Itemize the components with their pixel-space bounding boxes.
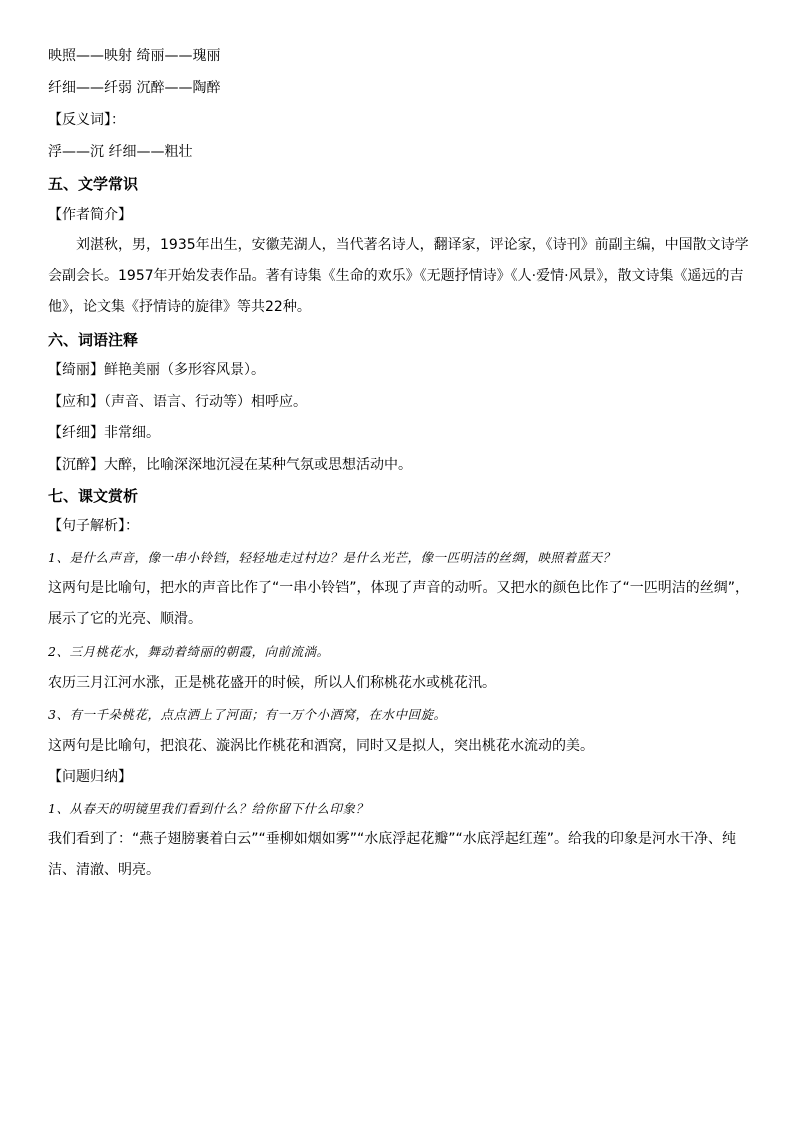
word-note-4: 【沉醉】大醉，比喻深深地沉浸在某种气氛或思想活动中。 (48, 457, 412, 473)
synonym-line-2: 纤细——纤弱 沉醉——陶醉 (48, 80, 221, 96)
section-heading-7: 七、课文赏析 (48, 487, 139, 505)
example-sentence-3: 3、有一千朵桃花，点点洒上了河面；有一万个小酒窝，在水中回旋。 (48, 707, 447, 722)
antonym-label: 【反义词】： (48, 112, 125, 128)
section-heading-6: 六、词语注释 (48, 331, 139, 349)
section-heading-5: 五、文学常识 (48, 175, 139, 193)
synonym-line-1: 映照——映射 绮丽——瑰丽 (48, 48, 221, 64)
analysis-paragraph-3: 这两句是比喻句，把浪花、漩涡比作桃花和酒窝，同时又是拟人，突出桃花水流动的美。 (48, 738, 594, 754)
author-intro-label: 【作者简介】 (48, 207, 132, 223)
author-intro-paragraph: 刘湛秋，男，1935年出生，安徽芜湖人，当代著名诗人，翻译家，评论家，《诗刊》前副主编，中国散文诗学会副会长。1957年开始发表作品。著有诗集《生命的欢乐》《无题抒情诗》《人·爱情·风景》，散文诗集《遥远的吉他》，论文集《抒情诗的旋律》等共22种。 (48, 237, 749, 315)
question-summary-label: 【问题归纳】 (48, 769, 132, 785)
word-note-3: 【纤细】非常细。 (48, 425, 160, 441)
sentence-analysis-label: 【句子解析】： (48, 518, 139, 534)
word-note-2: 【应和】（声音、语言、行动等）相呼应。 (48, 394, 307, 410)
antonym-line: 浮——沉 纤细——粗壮 (48, 144, 193, 160)
question-1: 1、从春天的明镜里我们看到什么？给你留下什么印象？ (48, 801, 369, 816)
answer-paragraph-1: 我们看到了：“燕子翅膀裹着白云”“垂柳如烟如雾”“水底浮起花瓣”“水底浮起红莲”。给我的印象是河水干净、纯洁、清澈、明亮。 (48, 831, 737, 878)
example-sentence-2: 2、三月桃花水，舞动着绮丽的朝霞，向前流淌。 (48, 644, 330, 659)
analysis-paragraph-2: 农历三月江河水涨，正是桃花盛开的时候，所以人们称桃花水或桃花汛。 (48, 675, 496, 691)
analysis-paragraph-1: 这两句是比喻句，把水的声音比作了“一串小铃铛”，体现了声音的动听。又把水的颜色比作了“一匹明洁的丝绸”，展示了它的光亮、顺滑。 (48, 580, 750, 627)
example-sentence-1: 1、是什么声音，像一串小铃铛，轻轻地走过村边？是什么光芒，像一匹明洁的丝绸，映照着蓝天？ (48, 550, 616, 565)
word-note-1: 【绮丽】鲜艳美丽（多形容风景）。 (48, 362, 265, 378)
